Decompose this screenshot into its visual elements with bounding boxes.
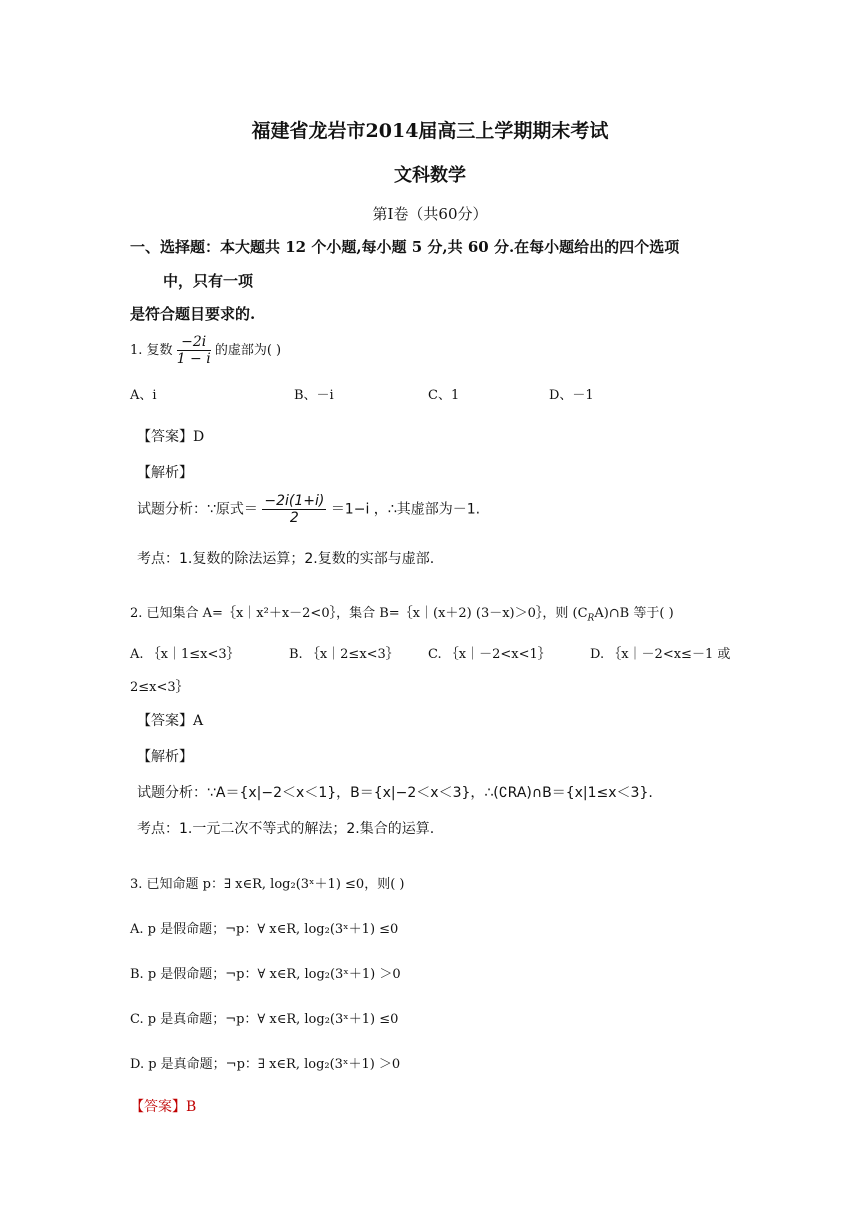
q1-fraction xyxy=(177,334,211,367)
q1-analysis-suffix: ＝1−i ，∴其虚部为－1. xyxy=(330,501,481,518)
q1-option-c: C、1 xyxy=(428,388,460,403)
q1-analysis xyxy=(137,493,480,526)
question-3-stem: 3. 已知命题 p：∃ x∈R, log₂(3ˣ＋1) ≤0，则( ) xyxy=(130,877,405,892)
q1-option-a: A、i xyxy=(130,388,157,403)
q1-option-b: B、－i xyxy=(294,388,334,403)
question-2-stem xyxy=(130,602,674,624)
q2-option-c: C. ｛x｜－2<x<1｝ xyxy=(428,647,551,662)
q1-prefix: 1. 复数 xyxy=(130,343,173,358)
q2-analysis-label: 【解析】 xyxy=(137,749,193,765)
q1-fraction-denominator: 1 − i xyxy=(176,351,211,367)
q1-analysis-label: 【解析】 xyxy=(137,465,193,481)
q3-option-c: C. p 是真命题；¬p：∀ x∈R, log₂(3ˣ＋1) ≤0 xyxy=(130,1012,399,1027)
volume-heading: 第Ⅰ卷（共60分） xyxy=(372,205,488,223)
q1-analysis-numerator: −2i(1+i) xyxy=(264,493,325,509)
q1-knowledge-point: 考点：1.复数的除法运算；2.复数的实部与虚部. xyxy=(137,551,435,567)
q2-option-a: A. ｛x｜1≤x<3｝ xyxy=(130,647,240,662)
q3-answer-label: 【答案】 xyxy=(130,1099,186,1115)
q1-answer-value: D xyxy=(193,429,205,445)
q1-answer-label: 【答案】 xyxy=(137,429,193,445)
q2-stem-end: A)∩B 等于( ) xyxy=(594,606,674,621)
section-instructions-line1: 一、选择题：本大题共 12 个小题,每小题 5 分,共 60 分.在每小题给出的四个选项 xyxy=(130,238,680,256)
q3-option-b: B. p 是假命题；¬p：∀ x∈R, log₂(3ˣ＋1) ＞0 xyxy=(130,967,401,982)
exam-subject: 文科数学 xyxy=(394,165,466,186)
q2-option-d: D. ｛x｜－2<x≤－1 或 xyxy=(590,647,731,662)
exam-title: 福建省龙岩市2014届高三上学期期末考试 xyxy=(251,120,609,142)
q2-knowledge-point: 考点：1.一元二次不等式的解法；2.集合的运算. xyxy=(137,821,435,837)
question-1-stem xyxy=(130,334,281,367)
q3-option-a: A. p 是假命题；¬p：∀ x∈R, log₂(3ˣ＋1) ≤0 xyxy=(130,922,399,937)
q2-analysis: 试题分析：∵A＝{x|−2＜x＜1}，B＝{x|−2＜x＜3}，∴(∁RA)∩B＝{x|1≤x＜3}. xyxy=(137,785,653,801)
q3-option-d: D. p 是真命题；¬p：∃ x∈R, log₂(3ˣ＋1) ＞0 xyxy=(130,1057,401,1072)
q2-answer xyxy=(137,710,203,730)
q2-option-d-continued: 2≤x<3｝ xyxy=(130,680,189,695)
q1-fraction-numerator: −2i xyxy=(177,334,211,351)
q1-analysis-fraction xyxy=(262,493,326,526)
section-instructions-line2: 中，只有一项 xyxy=(163,272,254,290)
q2-stem: 2. 已知集合 A=｛x｜x²＋x－2<0｝，集合 B=｛x｜(x＋2) (3－x)＞0｝，则 (C xyxy=(130,606,588,621)
section-instructions-line3: 是符合题目要求的. xyxy=(130,305,256,323)
q1-option-d: D、－1 xyxy=(549,388,594,403)
q2-stem-subscript: R xyxy=(587,613,595,624)
q1-analysis-denominator: 2 xyxy=(289,510,299,526)
q3-answer-value: B xyxy=(186,1099,197,1115)
q2-answer-label: 【答案】 xyxy=(137,713,193,729)
q1-suffix: 的虚部为( ) xyxy=(214,343,282,358)
q2-option-b: B. ｛x｜2≤x<3｝ xyxy=(289,647,399,662)
q2-answer-value: A xyxy=(193,713,204,729)
q1-answer xyxy=(137,426,204,446)
q1-analysis-prefix: 试题分析：∵原式＝ xyxy=(137,501,258,518)
q3-answer xyxy=(130,1096,196,1116)
